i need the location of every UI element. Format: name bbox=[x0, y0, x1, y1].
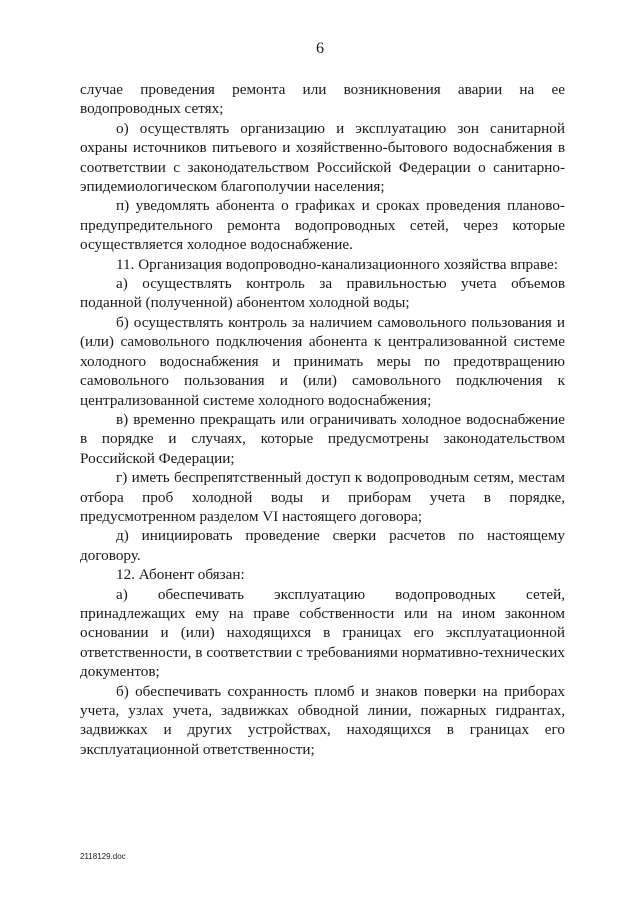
paragraph-section-12: 12. Абонент обязан: bbox=[116, 566, 245, 584]
document-body bbox=[80, 80, 565, 759]
paragraph-item-11d: д) инициировать проведение сверки расчетов по настоящему договору. bbox=[80, 527, 565, 564]
paragraph-item-11b: б) осуществлять контроль за наличием самовольного пользования и (или) самовольного подключения абонента к централизованной системе холодного водоснабжения и принимать меры по предотвращению самовольного пользования и (или) самовольного подключения к централизованной системе холодного водоснабжения; bbox=[80, 313, 565, 409]
paragraph-item-o: о) осуществлять организацию и эксплуатацию зон санитарной охраны источников питьевого и хозяйственно-бытового водоснабжения в соответствии с законодательством Российской Федерации о санитарно-эпидемиологическом благополучии населения; bbox=[80, 119, 565, 196]
paragraph-item-p: п) уведомлять абонента о графиках и сроках проведения планово-предупредительного ремонта водопроводных сетей, через которые осуществляется холодное водоснабжение. bbox=[80, 197, 565, 254]
footer-filename: 2118129.doc bbox=[80, 852, 126, 861]
page-number: 6 bbox=[316, 40, 324, 57]
paragraph-item-11g: г) иметь беспрепятственный доступ к водопроводным сетям, местам отбора проб холодной воды и приборам учета в порядке, предусмотренном разделом VI настоящего договора; bbox=[80, 469, 565, 525]
paragraph-item-12b: б) обеспечивать сохранность пломб и знаков поверки на приборах учета, узлах учета, задвижках обводной линии, пожарных гидрантах, задвижках и других устройствах, находящихся в границах его эксплуатационной ответственности; bbox=[80, 682, 565, 758]
paragraph-item-11v: в) временно прекращать или ограничивать холодное водоснабжение в порядке и случаях, которые предусмотрены законодательством Российской Федерации; bbox=[80, 410, 565, 467]
paragraph-section-11: 11. Организация водопроводно-канализационного хозяйства вправе: bbox=[116, 255, 558, 273]
paragraph-item-11a: а) осуществлять контроль за правильностью учета объемов поданной (полученной) абонентом холодной воды; bbox=[80, 275, 565, 312]
paragraph-continuation: случае проведения ремонта или возникновения аварии на ее водопроводных сетях; bbox=[80, 81, 565, 118]
paragraph-item-12a: а) обеспечивать эксплуатацию водопроводных сетей, принадлежащих ему на праве собственности или на ином законном основании и (или) находящихся в границах его эксплуатационной ответственности, в соответствии с требованиями нормативно-технических документов; bbox=[80, 585, 565, 681]
